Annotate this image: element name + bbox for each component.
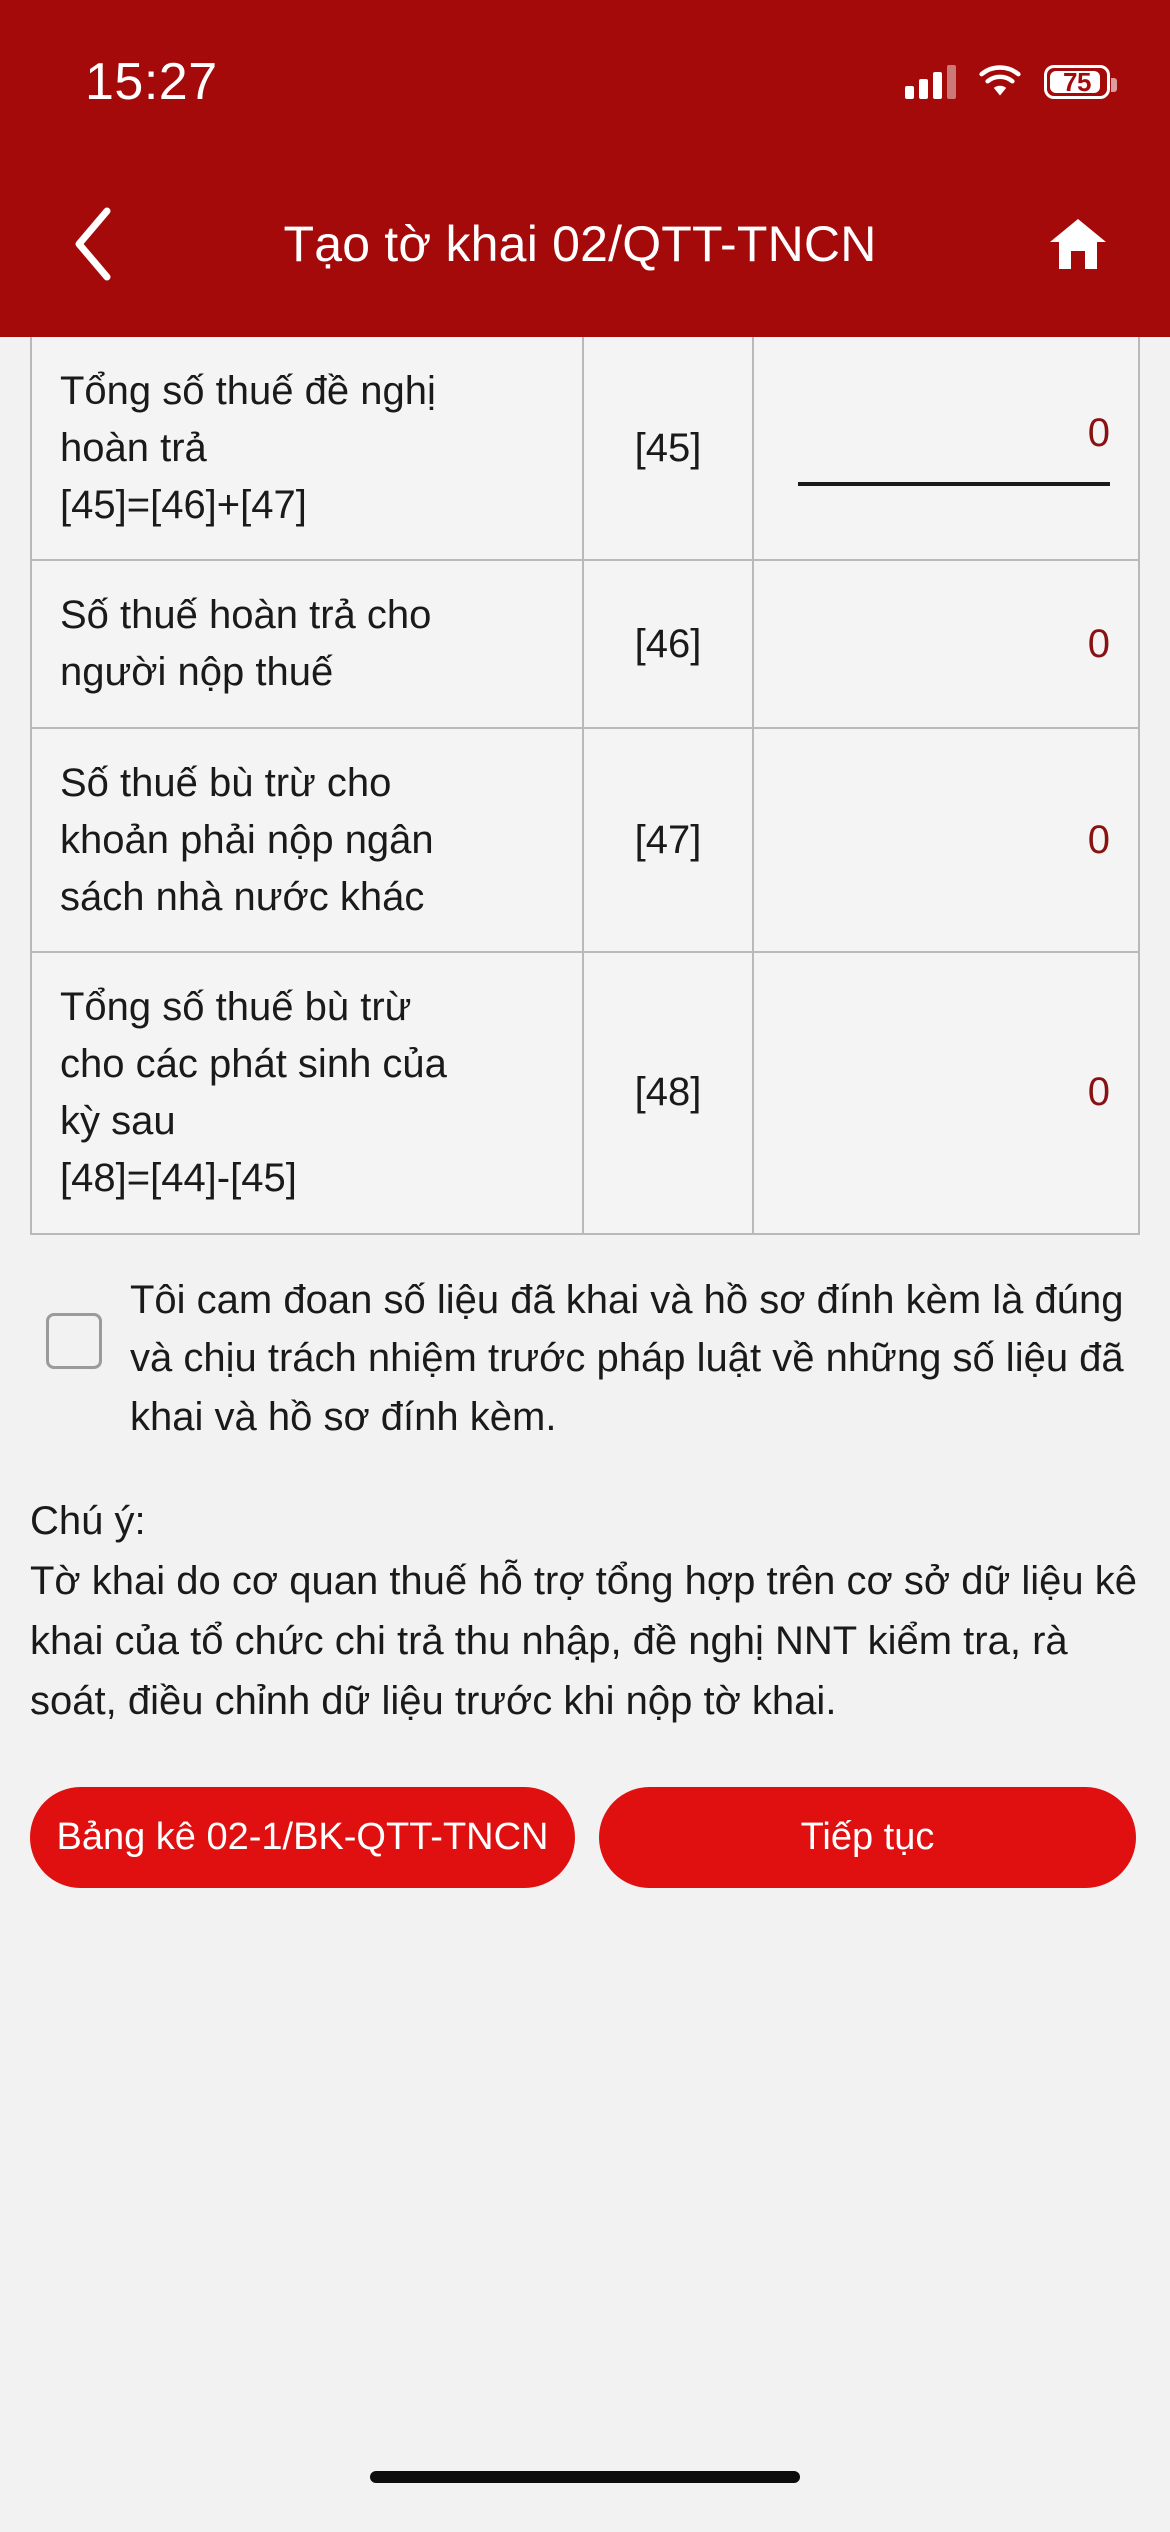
status-bar-indicators — [905, 65, 1110, 99]
home-indicator-area — [0, 2422, 1170, 2532]
row-label: Tổng số thuế đề nghị hoàn trả [45]=[46]+[47] — [31, 337, 583, 560]
row-value-46[interactable]: 0 — [753, 560, 1139, 728]
form-content — [0, 337, 1170, 2532]
wifi-icon — [978, 65, 1022, 99]
row-code: [48] — [583, 952, 753, 1233]
note-body: Tờ khai do cơ quan thuế hỗ trợ tổng hợp trên cơ sở dữ liệu kê khai của tổ chức chi trả thu nhập, đề nghị NNT kiểm tra, rà soát, điều chỉnh dữ liệu trước khi nộp tờ khai. — [30, 1558, 1137, 1723]
declaration-text: Tôi cam đoan số liệu đã khai và hồ sơ đính kèm là đúng và chịu trách nhiệm trước pháp luật về những số liệu đã khai và hồ sơ đính kèm. — [130, 1277, 1124, 1440]
note-block — [30, 1491, 1140, 1731]
table-row — [31, 728, 1139, 952]
status-bar — [0, 0, 1170, 150]
table-row — [31, 952, 1139, 1233]
table-row — [31, 337, 1139, 560]
row-value-48[interactable]: 0 — [753, 952, 1139, 1233]
row-code: [47] — [583, 728, 753, 952]
row-value-47[interactable]: 0 — [753, 728, 1139, 952]
tax-summary-table — [30, 337, 1140, 1235]
declaration-block — [30, 1269, 1140, 1447]
table-row — [31, 560, 1139, 728]
note-title: Chú ý: — [30, 1498, 146, 1543]
status-bar-clock: 15:27 — [85, 53, 218, 111]
declaration-checkbox[interactable] — [46, 1313, 102, 1369]
row-value-45[interactable]: 0 — [753, 337, 1139, 560]
bang-ke-button[interactable]: Bảng kê 02-1/BK-QTT-TNCN — [30, 1787, 575, 1888]
action-buttons — [30, 1787, 1140, 1888]
battery-icon — [1044, 65, 1110, 99]
continue-button[interactable]: Tiếp tục — [599, 1787, 1136, 1888]
battery-percent: 75 — [1063, 66, 1091, 97]
back-button[interactable] — [48, 200, 136, 288]
page-title: Tạo tờ khai 02/QTT-TNCN — [283, 215, 877, 272]
row-code: [45] — [583, 337, 753, 560]
value-underline — [798, 482, 1110, 486]
cellular-signal-icon — [905, 65, 956, 99]
home-icon[interactable] — [1034, 200, 1122, 288]
row-label: Số thuế bù trừ cho khoản phải nộp ngân sách nhà nước khác — [31, 728, 583, 952]
navigation-bar — [0, 150, 1170, 337]
home-indicator[interactable] — [370, 2471, 800, 2483]
row-label: Tổng số thuế bù trừ cho các phát sinh của kỳ sau [48]=[44]-[45] — [31, 952, 583, 1233]
row-code: [46] — [583, 560, 753, 728]
row-label: Số thuế hoàn trả cho người nộp thuế — [31, 560, 583, 728]
